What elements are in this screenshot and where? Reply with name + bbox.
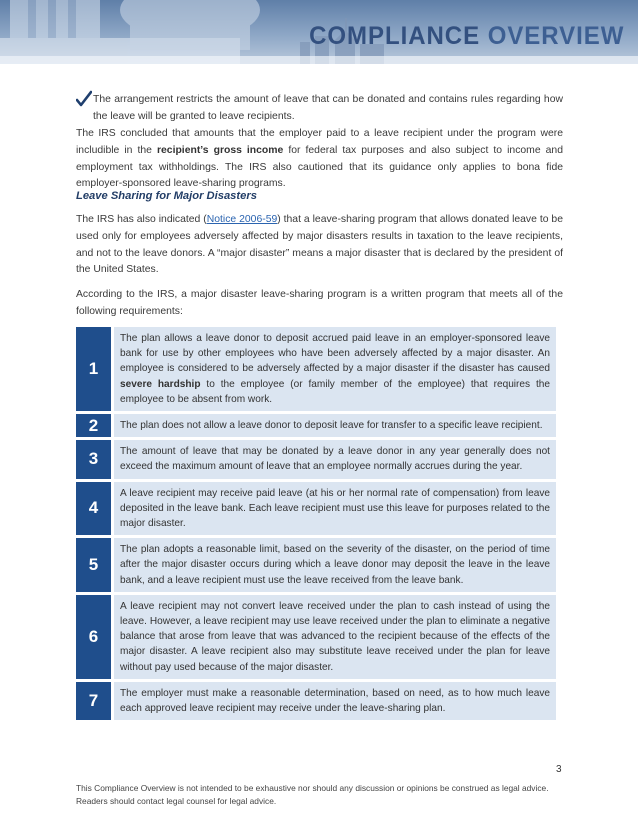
requirement-row bbox=[76, 682, 556, 720]
disclaimer-line: This Compliance Overview is not intended to be exhaustive nor should any discussion or opinions be construed as legal advice. bbox=[76, 783, 549, 793]
requirement-text: The plan does not allow a leave donor to deposit leave for transfer to a specific leave recipient. bbox=[114, 414, 556, 437]
requirement-text-part: to the employee (or family member of the employee) that requires the employee to be absent from work. bbox=[120, 378, 550, 405]
paragraph-gross-income bbox=[76, 126, 563, 193]
requirement-text: The amount of leave that may be donated by a leave donor in any year generally does not exceed the maximum amount of leave that an employee normally accrues during the year. bbox=[114, 440, 556, 478]
page-number: 3 bbox=[556, 764, 562, 775]
requirement-text: A leave recipient may not convert leave received under the plan to cash instead of using the leave. However, a leave recipient may use leave received under the plan to eliminate a negative balance that arose from leave that was advanced to the recipient because of the effects of the major disaster. A leave recipient also may substitute leave received under the plan for leave without pay used because of the major disaster. bbox=[114, 595, 556, 679]
banner-title-part2: OVERVIEW bbox=[487, 22, 624, 50]
requirement-text bbox=[114, 327, 556, 411]
requirement-row bbox=[76, 482, 556, 536]
requirement-row bbox=[76, 440, 556, 478]
notice-link[interactable]: Notice 2006-59 bbox=[206, 214, 278, 225]
requirement-text: The employer must make a reasonable determination, based on need, as to how much leave each approved leave recipient may receive under the leave-sharing plan. bbox=[114, 682, 556, 720]
banner-title bbox=[309, 22, 624, 52]
paragraph-requirements-intro: According to the IRS, a major disaster leave-sharing program is a written program that meets all of the following requirements: bbox=[76, 289, 563, 317]
footer-disclaimer bbox=[76, 782, 566, 808]
requirement-row bbox=[76, 595, 556, 679]
section-heading: Leave Sharing for Major Disasters bbox=[76, 190, 257, 202]
bold-term: severe hardship bbox=[120, 378, 201, 390]
paragraph-text: The IRS has also indicated ( bbox=[76, 214, 207, 225]
requirement-number: 6 bbox=[76, 595, 111, 679]
requirement-number: 7 bbox=[76, 682, 111, 720]
requirement-text: A leave recipient may receive paid leave (at his or her normal rate of compensation) from leave deposited in the leave bank. Each leave recipient must use this leave for purposes related to the major disaster. bbox=[114, 482, 556, 536]
requirement-text-part: The plan allows a leave donor to deposit accrued paid leave in an employer-sponsored leave bank for use by other employees who have been adversely affected by a major disaster. An employee is considered to be adversely affected by a major disaster if the disaster has caused bbox=[120, 333, 550, 375]
paragraph-notice bbox=[76, 212, 563, 279]
requirement-row bbox=[76, 327, 556, 411]
requirement-row bbox=[76, 414, 556, 437]
paragraph-text: for federal tax purposes and also subject to income and employment tax withholdings. The IRS also cautioned that its guidance only applies to bona fide employer-sponsored leave-sharing programs. bbox=[76, 144, 563, 190]
requirement-row bbox=[76, 538, 556, 592]
paragraph-text: The IRS concluded that amounts that the employer paid to a leave recipient under the program were includible in the bbox=[76, 128, 563, 156]
banner-title-part1: COMPLIANCE bbox=[308, 22, 480, 50]
requirement-number: 3 bbox=[76, 440, 111, 478]
requirements-table bbox=[76, 327, 556, 723]
bullet-text: The arrangement restricts the amount of leave that can be donated and contains rules regarding how the leave will be granted to leave recipients. bbox=[93, 94, 563, 122]
requirement-text: The plan adopts a reasonable limit, based on the severity of the disaster, on the period of time after the major disaster occurs during which a leave donor may deposit the leave in the leave bank, and a leave recipient must use the leave received from the leave bank. bbox=[114, 538, 556, 592]
header-banner bbox=[0, 0, 638, 64]
requirement-number: 5 bbox=[76, 538, 111, 592]
requirement-number: 4 bbox=[76, 482, 111, 536]
bold-term: recipient’s gross income bbox=[156, 144, 284, 156]
requirement-number: 1 bbox=[76, 327, 111, 411]
paragraph-text: ) that a leave-sharing program that allows donated leave to be used only for employees adversely affected by major disasters results in taxation to the leave recipients, and not to the leave donors. A “major disaster” means a major disaster that is declared by the president of the United States. bbox=[76, 214, 563, 276]
requirement-number: 2 bbox=[76, 414, 111, 437]
checkmark-icon bbox=[76, 90, 92, 108]
disclaimer-line: Readers should contact legal counsel for legal advice. bbox=[76, 796, 277, 806]
